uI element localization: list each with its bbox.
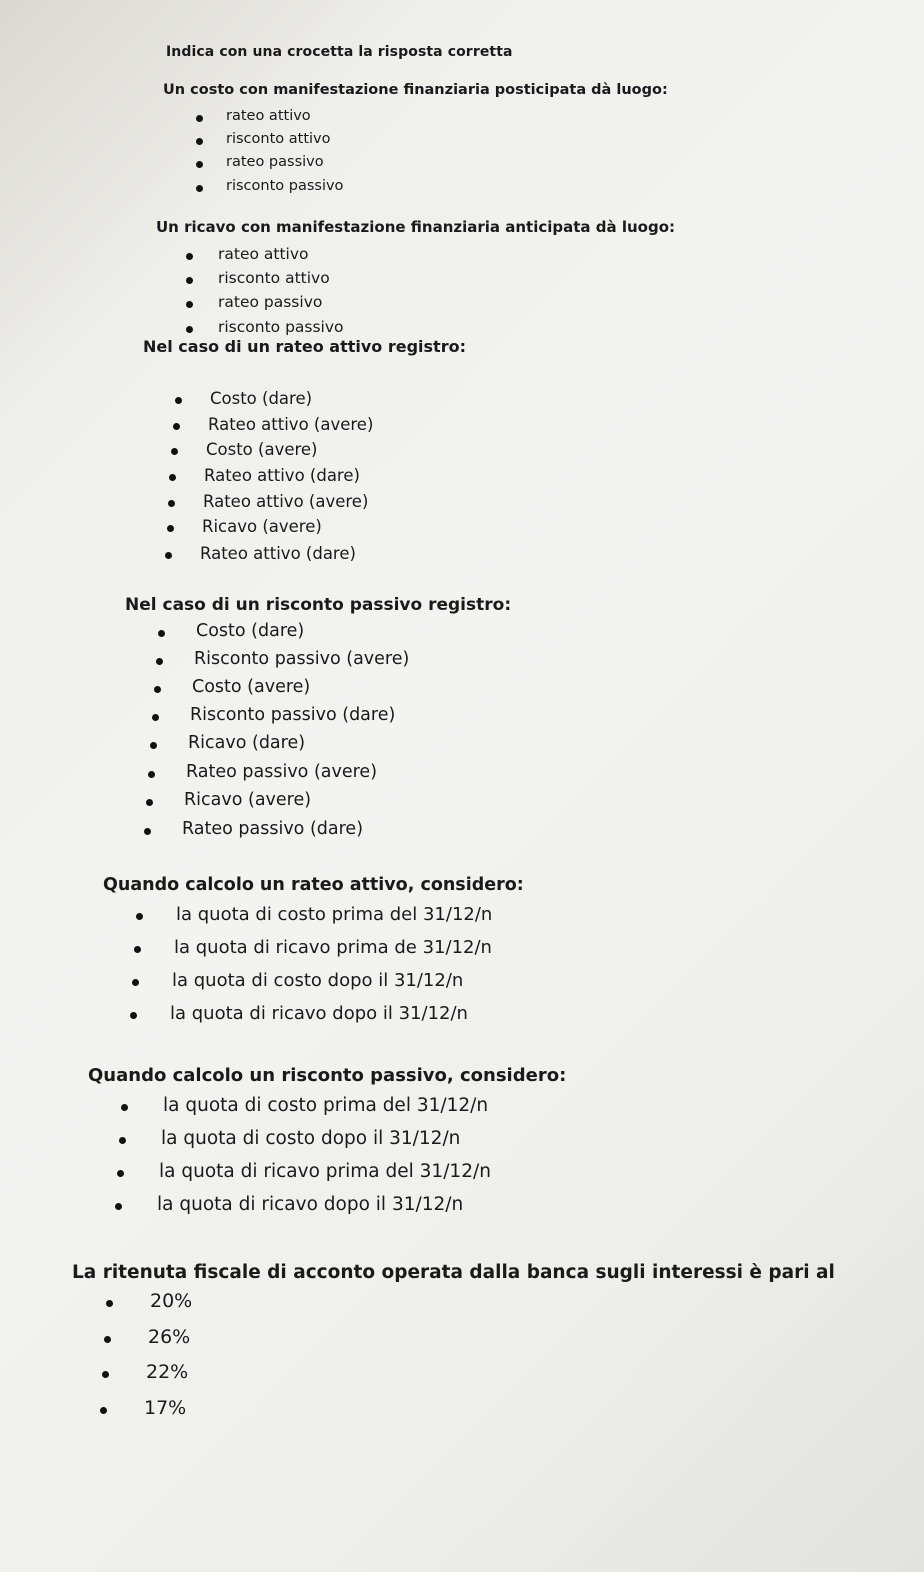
bullet-icon[interactable] (168, 500, 175, 507)
question-2-option: risconto passivo (218, 318, 344, 336)
question-3-option: Ricavo (avere) (202, 517, 322, 536)
question-4-option: Costo (dare) (196, 621, 305, 641)
question-7-option: 26% (148, 1326, 191, 1348)
bullet-icon[interactable] (121, 1104, 128, 1111)
question-3-option: Costo (dare) (210, 389, 313, 408)
bullet-icon[interactable] (146, 799, 153, 806)
question-1-option: risconto passivo (226, 178, 344, 194)
bullet-icon[interactable] (186, 253, 193, 260)
question-6-text: Quando calcolo un risconto passivo, considero: (88, 1065, 567, 1086)
question-4-option: Ricavo (dare) (188, 733, 306, 753)
bullet-icon[interactable] (144, 828, 151, 835)
bullet-icon[interactable] (196, 115, 203, 122)
bullet-icon[interactable] (158, 630, 165, 637)
question-7-option: 20% (150, 1290, 193, 1312)
question-2-option: rateo attivo (218, 245, 309, 263)
bullet-icon[interactable] (171, 448, 178, 455)
question-1-option: rateo attivo (226, 108, 311, 124)
bullet-icon[interactable] (175, 397, 182, 404)
bullet-icon[interactable] (196, 185, 203, 192)
bullet-icon[interactable] (165, 552, 172, 559)
question-5-option: la quota di costo prima del 31/12/n (176, 904, 493, 925)
question-3-option: Rateo attivo (avere) (208, 415, 374, 434)
question-4-option: Rateo passivo (avere) (186, 762, 378, 782)
bullet-icon[interactable] (154, 686, 161, 693)
question-6-option: la quota di costo prima del 31/12/n (163, 1095, 489, 1116)
bullet-icon[interactable] (130, 1012, 137, 1019)
question-4-option: Risconto passivo (avere) (194, 649, 410, 669)
bullet-icon[interactable] (132, 979, 139, 986)
bullet-icon[interactable] (173, 423, 180, 430)
question-6-option: la quota di costo dopo il 31/12/n (161, 1128, 461, 1149)
question-1-text: Un costo con manifestazione finanziaria posticipata dà luogo: (163, 82, 668, 98)
bullet-icon[interactable] (100, 1407, 107, 1414)
question-4-option: Ricavo (avere) (184, 790, 312, 810)
bullet-icon[interactable] (115, 1203, 122, 1210)
question-2-option: risconto attivo (218, 269, 330, 287)
question-6-option: la quota di ricavo prima del 31/12/n (159, 1161, 491, 1182)
bullet-icon[interactable] (196, 161, 203, 168)
question-6-option: la quota di ricavo dopo il 31/12/n (157, 1194, 464, 1215)
bullet-icon[interactable] (102, 1371, 109, 1378)
question-4-option: Rateo passivo (dare) (182, 819, 364, 839)
bullet-icon[interactable] (152, 714, 159, 721)
bullet-icon[interactable] (186, 277, 193, 284)
question-1-option: rateo passivo (226, 154, 324, 170)
bullet-icon[interactable] (106, 1300, 113, 1307)
bullet-icon[interactable] (136, 913, 143, 920)
question-3-text: Nel caso di un rateo attivo registro: (143, 337, 466, 356)
bullet-icon[interactable] (186, 301, 193, 308)
question-2-option: rateo passivo (218, 293, 323, 311)
question-3-option: Rateo attivo (dare) (204, 466, 360, 485)
question-4-option: Risconto passivo (dare) (190, 705, 396, 725)
page-title: Indica con una crocetta la risposta corretta (166, 44, 513, 60)
bullet-icon[interactable] (104, 1336, 111, 1343)
question-4-option: Costo (avere) (192, 677, 311, 697)
question-3-option: Costo (avere) (206, 440, 318, 459)
question-5-text: Quando calcolo un rateo attivo, considero: (103, 875, 524, 895)
question-3-option: Rateo attivo (avere) (203, 492, 369, 511)
bullet-icon[interactable] (119, 1137, 126, 1144)
question-4-text: Nel caso di un risconto passivo registro: (125, 595, 512, 615)
bullet-icon[interactable] (167, 525, 174, 532)
bullet-icon[interactable] (117, 1170, 124, 1177)
bullet-icon[interactable] (186, 326, 193, 333)
question-7-option: 22% (146, 1361, 189, 1383)
question-7-text: La ritenuta fiscale di acconto operata dalla banca sugli interessi è pari al (72, 1262, 835, 1283)
question-1-option: risconto attivo (226, 131, 331, 147)
bullet-icon[interactable] (169, 474, 176, 481)
bullet-icon[interactable] (156, 658, 163, 665)
question-5-option: la quota di costo dopo il 31/12/n (172, 970, 464, 991)
question-5-option: la quota di ricavo dopo il 31/12/n (170, 1003, 468, 1024)
bullet-icon[interactable] (196, 138, 203, 145)
question-3-option: Rateo attivo (dare) (200, 544, 356, 563)
bullet-icon[interactable] (150, 742, 157, 749)
question-7-option: 17% (144, 1397, 187, 1419)
question-2-text: Un ricavo con manifestazione finanziaria anticipata dà luogo: (156, 218, 676, 236)
bullet-icon[interactable] (134, 946, 141, 953)
bullet-icon[interactable] (148, 771, 155, 778)
question-5-option: la quota di ricavo prima de 31/12/n (174, 937, 492, 958)
